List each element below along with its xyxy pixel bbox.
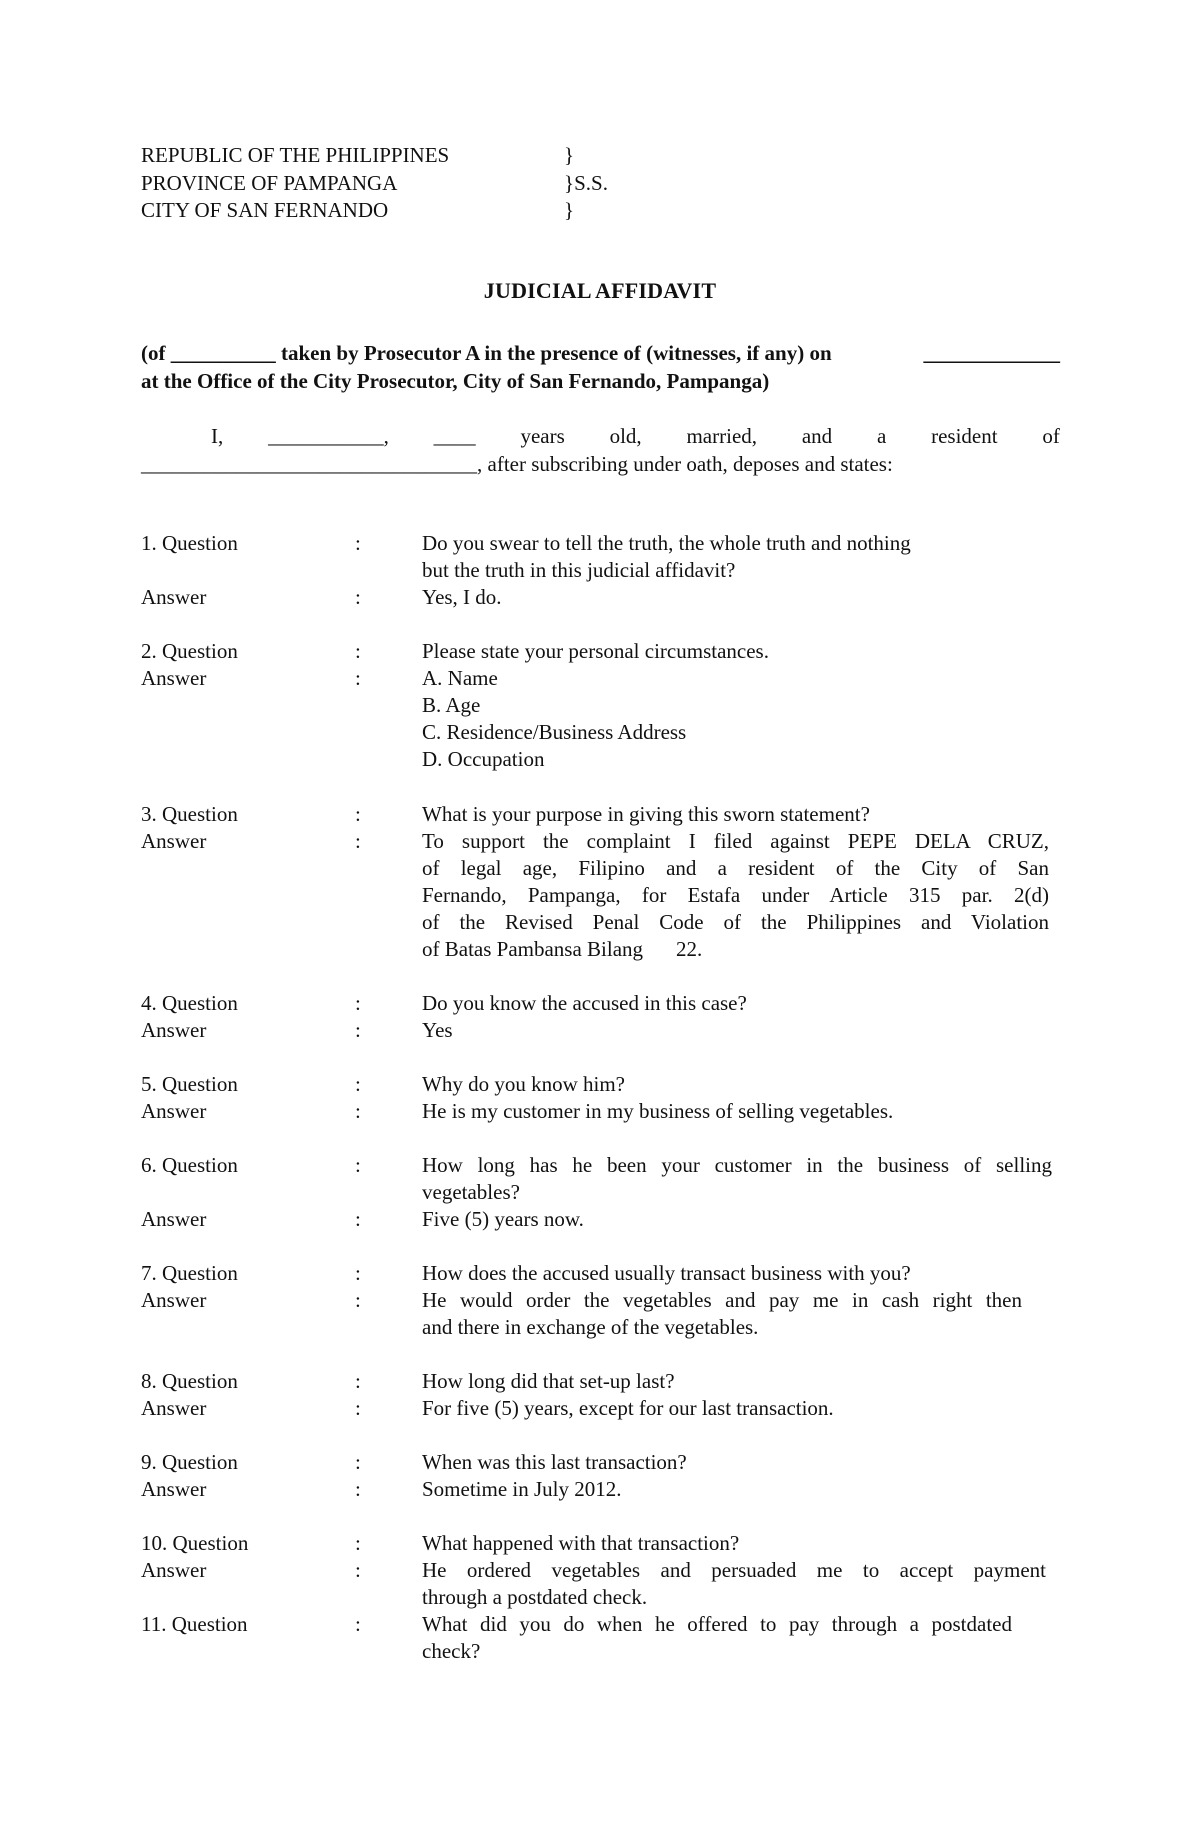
text-line: To support the complaint I filed against PEPE DELA CRUZ, <box>422 829 1049 853</box>
text-line: Yes <box>422 1018 453 1042</box>
question-text <box>422 530 1052 584</box>
intro-word: of <box>1042 424 1060 448</box>
caption-ss: }S.S. <box>564 170 608 195</box>
answer-row <box>141 1098 1060 1125</box>
question-label: 9. Question <box>141 1450 238 1474</box>
question-label: 11. Question <box>141 1612 248 1636</box>
intro-line: ________________________________, after subscribing under oath, deposes and states: <box>141 451 893 476</box>
question-row <box>141 801 1060 828</box>
answer-text <box>422 1476 1052 1503</box>
question-text <box>422 638 1052 665</box>
answer-row <box>141 828 1060 963</box>
answer-text <box>422 665 1052 773</box>
text-line: vegetables? <box>422 1180 520 1204</box>
qa-block-3 <box>141 801 1060 963</box>
text-line: Do you know the accused in this case? <box>422 991 747 1015</box>
question-label: 6. Question <box>141 1153 238 1177</box>
question-row <box>141 1449 1060 1476</box>
question-label: 5. Question <box>141 1072 238 1096</box>
question-row <box>141 1071 1060 1098</box>
answer-label: Answer <box>141 1099 207 1123</box>
qa-block-4 <box>141 990 1060 1044</box>
text-line: but the truth in this judicial affidavit? <box>422 558 736 582</box>
question-text <box>422 801 1052 828</box>
subtitle-text: (of __________ taken by Prosecutor A in the presence of (witnesses, if any) on <box>141 341 832 365</box>
text-line: of legal age, Filipino and a resident of the City of San <box>422 856 1049 880</box>
colon: : <box>355 1072 361 1096</box>
intro-word: married, <box>686 424 758 448</box>
question-text <box>422 1611 1012 1665</box>
subtitle-line <box>141 340 1060 368</box>
caption-brace: } <box>564 143 575 167</box>
answer-label: Answer <box>141 585 207 609</box>
caption-province: PROVINCE OF PAMPANGA <box>141 170 398 195</box>
colon: : <box>355 1558 361 1582</box>
text-line: of the Revised Penal Code of the Philippines and Violation <box>422 910 1049 934</box>
question-row <box>141 990 1060 1017</box>
question-row <box>141 1530 1060 1557</box>
text-line: How does the accused usually transact business with you? <box>422 1261 911 1285</box>
list-item-occupation: D. Occupation <box>422 747 545 771</box>
answer-text <box>422 1395 1052 1422</box>
question-label: 3. Question <box>141 802 238 826</box>
answer-row <box>141 1557 1060 1611</box>
text-line: What did you do when he offered to pay through a postdated <box>422 1612 1012 1636</box>
qa-block-10 <box>141 1530 1060 1665</box>
venue-caption <box>141 142 608 225</box>
answer-text <box>422 1017 1052 1044</box>
text-line: He is my customer in my business of selling vegetables. <box>422 1099 894 1123</box>
qa-block-1 <box>141 530 1060 611</box>
colon: : <box>355 1207 361 1231</box>
list-item-age: B. Age <box>422 693 481 717</box>
text-line: How long has he been your customer in the business of selling <box>422 1153 1052 1177</box>
text-line: When was this last transaction? <box>422 1450 687 1474</box>
text-line: What is your purpose in giving this sworn statement? <box>422 802 870 826</box>
answer-label: Answer <box>141 1207 207 1231</box>
colon: : <box>355 1369 361 1393</box>
question-text <box>422 1449 1052 1476</box>
question-row <box>141 1611 1060 1665</box>
caption-republic: REPUBLIC OF THE PHILIPPINES <box>141 143 450 167</box>
question-text <box>422 1260 1052 1287</box>
intro-word: I, <box>211 424 224 448</box>
document-subtitle <box>141 340 1060 395</box>
list-item-address: C. Residence/Business Address <box>422 720 687 744</box>
colon: : <box>355 991 361 1015</box>
text-line: through a postdated check. <box>422 1585 648 1609</box>
answer-text <box>422 1098 1052 1125</box>
text-line: Five (5) years now. <box>422 1207 584 1231</box>
colon: : <box>355 802 361 826</box>
intro-word: years <box>520 424 565 448</box>
colon: : <box>355 1153 361 1177</box>
qa-block-5 <box>141 1071 1060 1125</box>
colon: : <box>355 585 361 609</box>
intro-word: old, <box>609 424 642 448</box>
qa-block-9 <box>141 1449 1060 1503</box>
answer-label: Answer <box>141 829 207 853</box>
text-line: Why do you know him? <box>422 1072 625 1096</box>
subtitle-line: at the Office of the City Prosecutor, City of San Fernando, Pampanga) <box>141 368 770 393</box>
question-text <box>422 1071 1052 1098</box>
name-blank: ___________, <box>268 424 389 448</box>
intro-word: and <box>801 424 833 448</box>
text-fragment: 22. <box>676 937 703 961</box>
text-line: What happened with that transaction? <box>422 1531 740 1555</box>
colon: : <box>355 531 361 555</box>
qa-block-7 <box>141 1260 1060 1341</box>
answer-row <box>141 1206 1060 1233</box>
qa-block-2 <box>141 638 1060 773</box>
text-line: Yes, I do. <box>422 585 502 609</box>
text-line: Please state your personal circumstances. <box>422 639 769 663</box>
answer-label: Answer <box>141 666 207 690</box>
colon: : <box>355 1450 361 1474</box>
intro-line <box>141 423 1060 451</box>
answer-text <box>422 1557 1046 1611</box>
caption-line <box>141 197 608 225</box>
qa-block-6 <box>141 1152 1060 1233</box>
question-row <box>141 1152 1060 1206</box>
question-row <box>141 1260 1060 1287</box>
answer-label: Answer <box>141 1288 207 1312</box>
text-line: Sometime in July 2012. <box>422 1477 622 1501</box>
text-line: How long did that set-up last? <box>422 1369 675 1393</box>
text-fragment: of Batas Pambansa Bilang <box>422 937 644 961</box>
question-label: 7. Question <box>141 1261 238 1285</box>
list-item-name: A. Name <box>422 666 498 690</box>
age-blank: ____ <box>433 424 476 448</box>
answer-label: Answer <box>141 1018 207 1042</box>
answer-row <box>141 665 1060 773</box>
text-line: check? <box>422 1639 481 1663</box>
caption-line <box>141 170 608 198</box>
date-blank: _____________ <box>923 341 1060 365</box>
answer-row <box>141 1395 1060 1422</box>
colon: : <box>355 639 361 663</box>
qa-block-8 <box>141 1368 1060 1422</box>
answer-text <box>422 1287 1022 1341</box>
colon: : <box>355 829 361 853</box>
question-label: 1. Question <box>141 531 238 555</box>
colon: : <box>355 1612 361 1636</box>
question-label: 8. Question <box>141 1369 238 1393</box>
question-text <box>422 1368 1052 1395</box>
colon: : <box>355 1531 361 1555</box>
answer-row <box>141 1476 1060 1503</box>
question-label: 2. Question <box>141 639 238 663</box>
answer-label: Answer <box>141 1477 207 1501</box>
answer-row <box>141 1287 1060 1341</box>
question-label: 4. Question <box>141 991 238 1015</box>
question-label: 10. Question <box>141 1531 249 1555</box>
text-line: Do you swear to tell the truth, the whole truth and nothing <box>422 531 911 555</box>
answer-row <box>141 1017 1060 1044</box>
text-line: and there in exchange of the vegetables. <box>422 1315 759 1339</box>
text-line: Fernando, Pampanga, for Estafa under Article 315 par. 2(d) <box>422 883 1049 907</box>
document-title: JUDICIAL AFFIDAVIT <box>483 278 717 303</box>
caption-line <box>141 142 608 170</box>
answer-text <box>422 1206 1052 1233</box>
colon: : <box>355 666 361 690</box>
question-row <box>141 638 1060 665</box>
colon: : <box>355 1396 361 1420</box>
colon: : <box>355 1477 361 1501</box>
question-row <box>141 530 1060 584</box>
caption-brace: } <box>564 198 575 222</box>
answer-label: Answer <box>141 1396 207 1420</box>
text-line: For five (5) years, except for our last transaction. <box>422 1396 834 1420</box>
colon: : <box>355 1099 361 1123</box>
colon: : <box>355 1288 361 1312</box>
text-line: He ordered vegetables and persuaded me to accept payment <box>422 1558 1046 1582</box>
text-line <box>422 936 1049 963</box>
intro-paragraph <box>141 423 1060 478</box>
question-row <box>141 1368 1060 1395</box>
caption-city: CITY OF SAN FERNANDO <box>141 198 389 222</box>
colon: : <box>355 1018 361 1042</box>
answer-text <box>422 584 1052 611</box>
question-text <box>422 1530 1052 1557</box>
text-line: He would order the vegetables and pay me in cash right then <box>422 1288 1022 1312</box>
answer-label: Answer <box>141 1558 207 1582</box>
answer-text <box>422 828 1049 963</box>
intro-word: resident <box>931 424 998 448</box>
answer-row <box>141 584 1060 611</box>
colon: : <box>355 1261 361 1285</box>
intro-word: a <box>876 424 887 448</box>
question-text <box>422 990 1052 1017</box>
question-text <box>422 1152 1052 1206</box>
